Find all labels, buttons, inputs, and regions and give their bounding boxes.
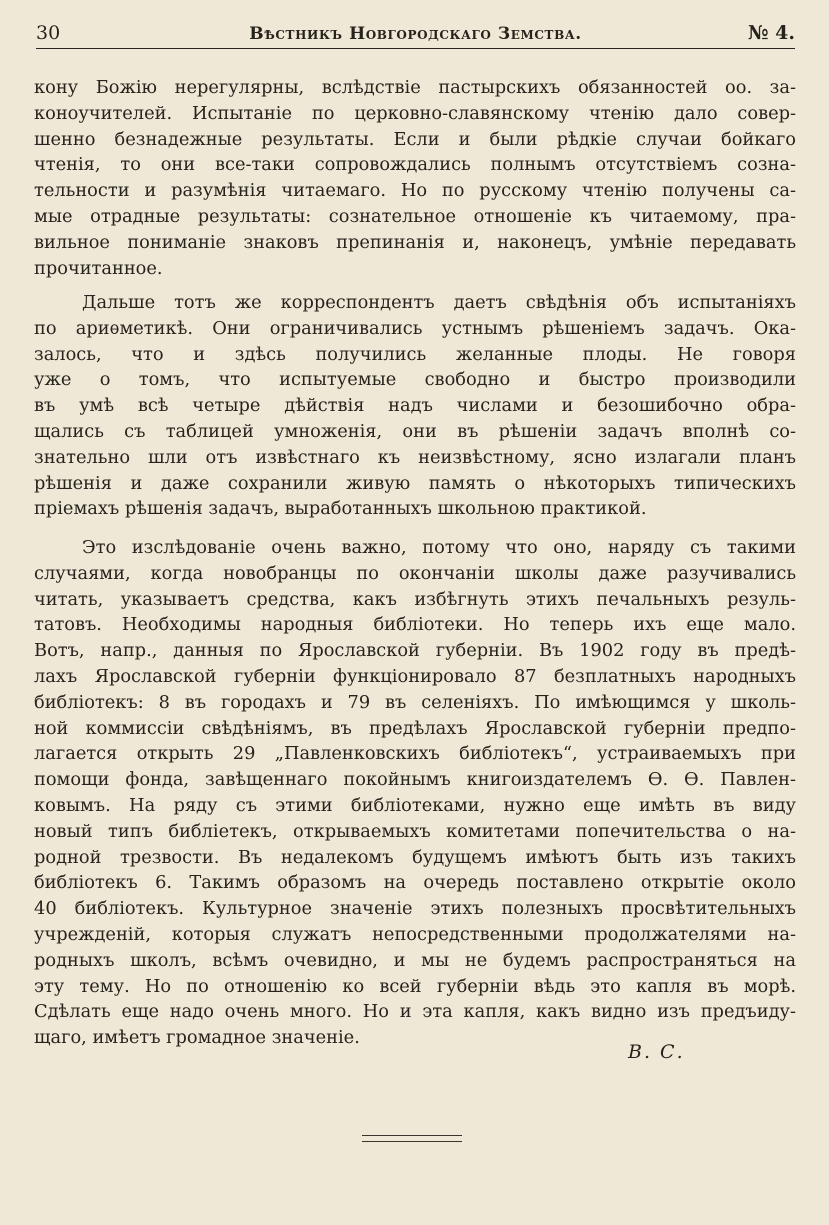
text-line: шенно безнадежные результаты. Если и были рѣдкіе случаи бойкаго bbox=[34, 128, 796, 150]
text-line: рѣшенія и даже сохранили живую память о нѣкоторыхъ типическихъ bbox=[34, 472, 796, 494]
text-line: татовъ. Необходимы народныя библіотеки. Но теперь ихъ еще мало. bbox=[34, 614, 796, 636]
text-line: щались съ таблицей умноженія, они въ рѣшеніи задачъ вполнѣ со- bbox=[34, 420, 796, 442]
text-line: читать, указываетъ средства, какъ избѣгнуть этихъ печальныхъ резуль- bbox=[34, 588, 796, 610]
journal-title: Вѣстникъ Новгородскаго Земства. bbox=[249, 24, 582, 44]
text-line: родной трезвости. Въ недалекомъ будущемъ имѣютъ быть изъ такихъ bbox=[34, 846, 796, 868]
text-line: въ умѣ всѣ четыре дѣйствія надъ числами и безошибочно обра- bbox=[34, 395, 796, 417]
running-header bbox=[36, 18, 795, 49]
text-line: ковымъ. На ряду съ этими библіотеками, нужно еще имѣть въ виду bbox=[34, 794, 796, 816]
text-line: лагается открыть 29 „Павленковскихъ библіотекъ“, устраиваемыхъ при bbox=[34, 743, 796, 765]
issue-number: № 4. bbox=[747, 22, 795, 44]
text-line: учрежденій, которыя служатъ непосредственными продолжателями на- bbox=[34, 923, 796, 945]
text-line: библіотекъ: 8 въ городахъ и 79 въ селеніяхъ. По имѣющимся у школь- bbox=[34, 691, 796, 713]
end-rule-divider bbox=[362, 1135, 462, 1142]
text-line: родныхъ школъ, всѣмъ очевидно, и мы не будемъ распространяться на bbox=[34, 949, 796, 971]
text-line: Это изслѣдованіе очень важно, потому что оно, наряду съ такими bbox=[82, 537, 796, 558]
text-line: эту тему. Но по отношенію ко всей губерніи вѣдь это капля въ морѣ. bbox=[34, 975, 796, 997]
text-line: 40 библіотекъ. Культурное значеніе этихъ полезныхъ просвѣтительныхъ bbox=[34, 898, 796, 920]
text-line: уже о томъ, что испытуемые свободно и быстро производили bbox=[34, 369, 796, 391]
page-number: 30 bbox=[36, 22, 61, 44]
text-line: залось, что и здѣсь получились желанные плоды. Не говоря bbox=[34, 343, 796, 365]
paragraph-1 bbox=[34, 75, 796, 281]
text-line: пріемахъ рѣшенія задачъ, выработанныхъ школьною практикой. bbox=[34, 498, 647, 520]
text-line: коноучителей. Испытаніе по церковно-славянскому чтенію дало совер- bbox=[34, 102, 796, 124]
text-line: прочитанное. bbox=[34, 257, 163, 279]
text-line: по ариѳметикѣ. Они ограничивались устнымъ рѣшеніемъ задачъ. Ока- bbox=[34, 317, 796, 339]
text-line: вильное пониманіе знаковъ препинанія и, наконецъ, умѣніе передавать bbox=[34, 231, 796, 253]
text-line: чтенія, то они все-таки сопровождались полнымъ отсутствіемъ созна- bbox=[34, 154, 796, 176]
text-line: помощи фонда, завѣщеннаго покойнымъ книгоиздателемъ Ѳ. Ѳ. Павлен- bbox=[34, 769, 796, 791]
text-line: кону Божію нерегулярны, вслѣдствіе пастырскихъ обязанностей оо. за- bbox=[34, 77, 796, 98]
author-signature: В. С. bbox=[628, 1041, 685, 1063]
text-line: щаго, имѣетъ громадное значеніе. bbox=[34, 1027, 360, 1049]
paragraph-3 bbox=[34, 535, 796, 1051]
text-line: знательно шли отъ извѣстнаго къ неизвѣстному, ясно излагали планъ bbox=[34, 446, 796, 468]
text-line: случаями, когда новобранцы по окончаніи школы даже разучивались bbox=[34, 562, 796, 584]
text-line: библіотекъ 6. Такимъ образомъ на очередь поставлено открытіе около bbox=[34, 872, 796, 894]
text-line: Дальше тотъ же корреспондентъ даетъ свѣдѣнія объ испытаніяхъ bbox=[82, 292, 796, 313]
text-line: мые отрадные результаты: сознательное отношеніе къ читаемому, пра- bbox=[34, 205, 796, 227]
text-line: Сдѣлать еще надо очень много. Но и эта капля, какъ видно изъ предъиду- bbox=[34, 1001, 796, 1023]
text-line: лахъ Ярославской губерніи функціонировало 87 безплатныхъ народныхъ bbox=[34, 665, 796, 687]
text-line: ной коммиссіи свѣдѣніямъ, въ предѣлахъ Ярославской губерніи предпо- bbox=[34, 717, 796, 739]
text-line: тельности и разумѣнія читаемаго. Но по русскому чтенію получены са- bbox=[34, 180, 796, 202]
text-line: новый типъ библіетекъ, открываемыхъ комитетами попечительства о на- bbox=[34, 820, 796, 842]
text-line: Вотъ, напр., данныя по Ярославской губерніи. Въ 1902 году въ предѣ- bbox=[34, 640, 796, 662]
paragraph-2 bbox=[34, 290, 796, 522]
